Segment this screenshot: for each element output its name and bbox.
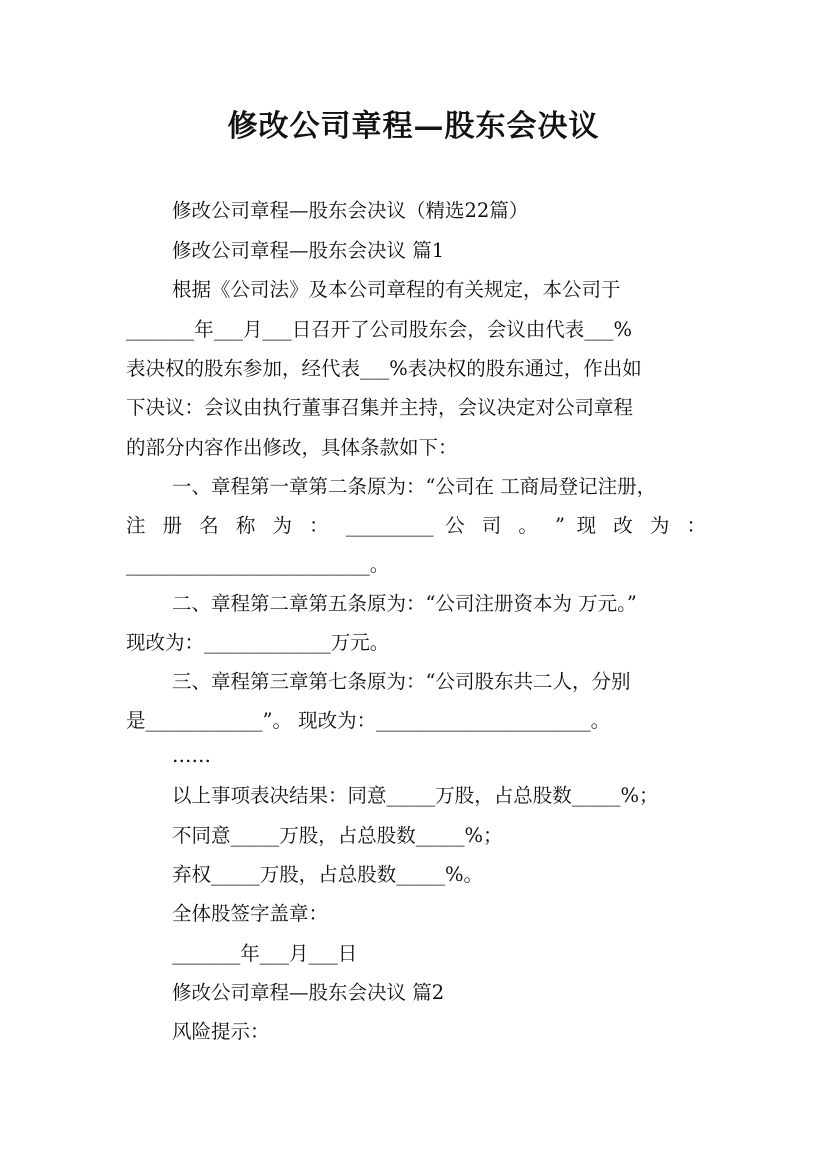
- vote-result-line: 不同意_____万股，占总股数_____%；: [172, 824, 503, 847]
- paragraph-line: 三、章程第三章第七条原为：“公司股东共二人，分别: [172, 670, 631, 693]
- ellipsis-line: ……: [172, 744, 211, 767]
- paragraph-line: 根据《公司法》及本公司章程的有关规定，本公司于: [172, 278, 621, 301]
- paragraph-line: 一、章程第一章第二条原为：“公司在 工商局登记注册，: [172, 475, 657, 498]
- document-subtitle: 修改公司章程—股东会决议（精选22篇）: [172, 199, 529, 222]
- paragraph-line: 是____________”。 现改为：______________________。: [126, 709, 611, 732]
- paragraph-line: _______年___月___日召开了公司股东会，会议由代表___%: [126, 318, 633, 341]
- paragraph-line: 下决议：会议由执行董事召集并主持，会议决定对公司章程: [126, 396, 634, 419]
- paragraph-line: 现改为：_____________万元。: [126, 631, 390, 654]
- paragraph-line: 表决权的股东参加，经代表___%表决权的股东通过，作出如: [126, 357, 642, 380]
- paragraph-line: 二、章程第二章第五条原为：“公司注册资本为 万元。”: [172, 592, 637, 615]
- vote-result-line: 弃权_____万股，占总股数_____%。: [172, 863, 484, 886]
- paragraph-line: _________________________。: [126, 553, 390, 576]
- risk-heading: 风险提示：: [172, 1020, 270, 1043]
- signature-line: 全体股签字盖章：: [172, 902, 329, 925]
- section-heading-2: 修改公司章程—股东会决议 篇2: [172, 981, 445, 1004]
- paragraph-line: 的部分内容作出修改，具体条款如下：: [126, 436, 458, 459]
- document-title: 修改公司章程—股东会决议: [227, 109, 600, 144]
- section-heading-1: 修改公司章程—股东会决议 篇1: [172, 239, 445, 262]
- vote-result-line: 以上事项表决结果：同意_____万股，占总股数_____%；: [172, 784, 659, 807]
- date-line: _______年___月___日: [172, 942, 358, 965]
- paragraph-line: 注 册 名 称 为 ： _________ 公 司 。 ” 现 改 为 ：: [126, 514, 706, 537]
